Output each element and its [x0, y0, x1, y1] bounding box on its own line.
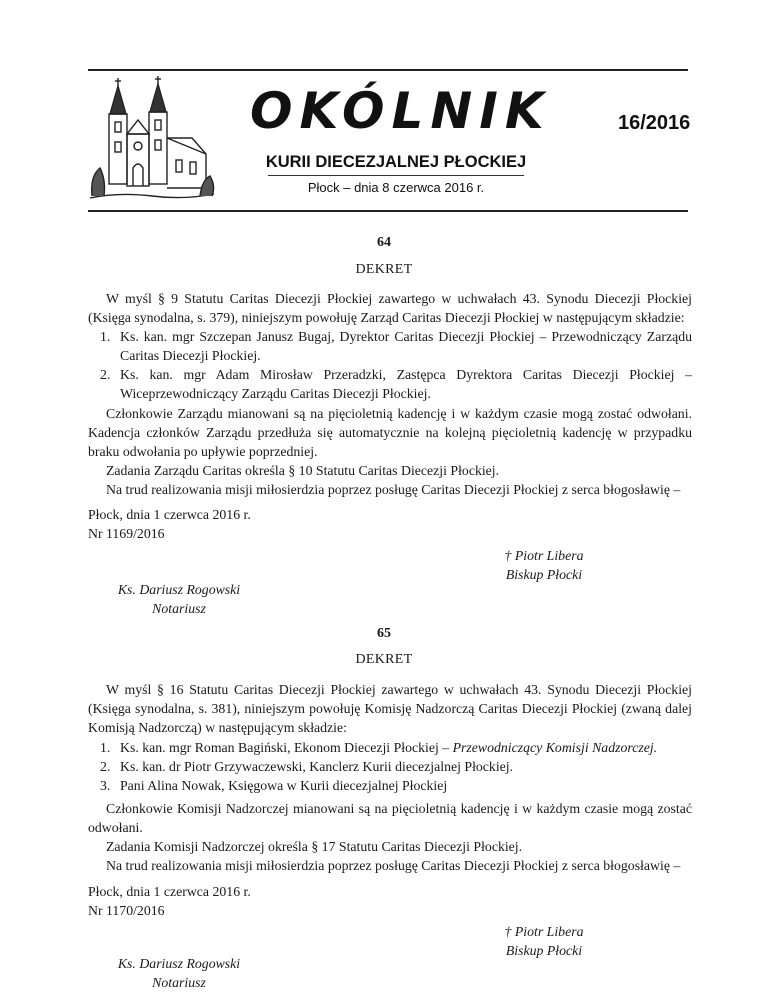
subtitle-rule: [268, 175, 524, 176]
bishop-title: Biskup Płocki: [505, 943, 583, 958]
decree-heading: DEKRET: [355, 262, 413, 277]
decree-paragraph: Członkowie Zarządu mianowani są na pięcioletnią kadencję i w każdym czasie mogą zostać odwołani. Kadencja członków Zarządu przedłuża się automatycznie na kolejną pięcioletnią kadencję w przypadku braku odwołania po upływie poprzedniej.: [88, 406, 692, 459]
list-item: 3. Pani Alina Nowak, Księgowa w Kurii diecezjalnej Płockiej: [100, 778, 448, 793]
bishop-title: Biskup Płocki: [505, 567, 583, 582]
church-icon: [88, 76, 216, 202]
list-item: 2. Ks. kan. mgr Adam Mirosław Przeradzki, Zastępca Dyrektora Caritas Diecezji Płockiej – Wiceprzewodniczący Zarządu Caritas Diecezji Płockiej.: [100, 367, 692, 401]
bishop-name: † Piotr Libera: [504, 924, 584, 939]
publication-title: OKÓLNIK: [250, 82, 551, 140]
decree-paragraph: Na trud realizowania misji miłosierdzia poprzez posługę Caritas Diecezji Płockiej z serca błogosławię –: [106, 482, 681, 497]
notary-title: Notariusz: [152, 975, 206, 990]
decree-member-list: [88, 738, 692, 795]
decree-member-list: [88, 327, 692, 403]
bishop-signature: [484, 922, 604, 960]
decree-ref-number: Nr 1169/2016: [88, 526, 165, 541]
issue-dateline: Płock – dnia 8 czerwca 2016 r.: [307, 180, 485, 195]
publication-subtitle: KURII DIECEZJALNEJ PŁOCKIEJ: [265, 153, 527, 171]
list-item: 1. Ks. kan. mgr Szczepan Janusz Bugaj, Dyrektor Caritas Diecezji Płockiej – Przewodniczący Zarządu Caritas Diecezji Płockiej.: [100, 329, 692, 363]
bishop-signature: [484, 546, 604, 584]
notary-name: Ks. Dariusz Rogowski: [117, 582, 241, 597]
list-item: 1. Ks. kan. mgr Roman Bagiński, Ekonom Diecezji Płockiej – Przewodniczący Komisji Nadzorczej.: [100, 740, 658, 755]
notary-signature: [104, 954, 254, 992]
decree-ref-number: Nr 1170/2016: [88, 903, 165, 918]
header-top-rule: [88, 69, 688, 71]
decree-heading: DEKRET: [355, 652, 413, 667]
decree-place-date: Płock, dnia 1 czerwca 2016 r.: [88, 507, 251, 522]
decree-place-date: Płock, dnia 1 czerwca 2016 r.: [88, 884, 251, 899]
decree-intro: W myśl § 9 Statutu Caritas Diecezji Płockiej zawartego w uchwałach 43. Synodu Diecezji Płockiej (Księga synodalna, s. 379), niniejszym powołuję Zarząd Caritas Diecezji Płockiej w następującym składzie:: [88, 291, 692, 325]
decree-intro: W myśl § 16 Statutu Caritas Diecezji Płockiej zawartego w uchwałach 43. Synodu Diecezji Płockiej (Księga synodalna, s. 381), niniejszym powołuję Komisję Nadzorczą Caritas Diecezji Płockiej (zwaną dalej Komisją Nadzorczą) w następującym składzie:: [88, 682, 692, 735]
bishop-name: † Piotr Libera: [504, 548, 584, 563]
decree-number: 64: [377, 235, 391, 250]
decree-paragraph: Zadania Komisji Nadzorczej określa § 17 Statutu Caritas Diecezji Płockiej.: [106, 839, 523, 854]
notary-name: Ks. Dariusz Rogowski: [117, 956, 241, 971]
decree-paragraph: Członkowie Komisji Nadzorczej mianowani są na pięcioletnią kadencję i w każdym czasie mogą zostać odwołani.: [88, 801, 692, 835]
notary-signature: [104, 580, 254, 618]
notary-title: Notariusz: [152, 601, 206, 616]
header-bottom-rule: [88, 210, 688, 212]
decree-paragraph: Zadania Zarządu Caritas określa § 10 Statutu Caritas Diecezji Płockiej.: [106, 463, 500, 478]
issue-number: 16/2016: [618, 112, 691, 134]
decree-paragraph: Na trud realizowania misji miłosierdzia poprzez posługę Caritas Diecezji Płockiej z serca błogosławię –: [106, 858, 681, 873]
list-item: 2. Ks. kan. dr Piotr Grzywaczewski, Kanclerz Kurii diecezjalnej Płockiej.: [100, 759, 514, 774]
decree-number: 65: [377, 626, 391, 641]
